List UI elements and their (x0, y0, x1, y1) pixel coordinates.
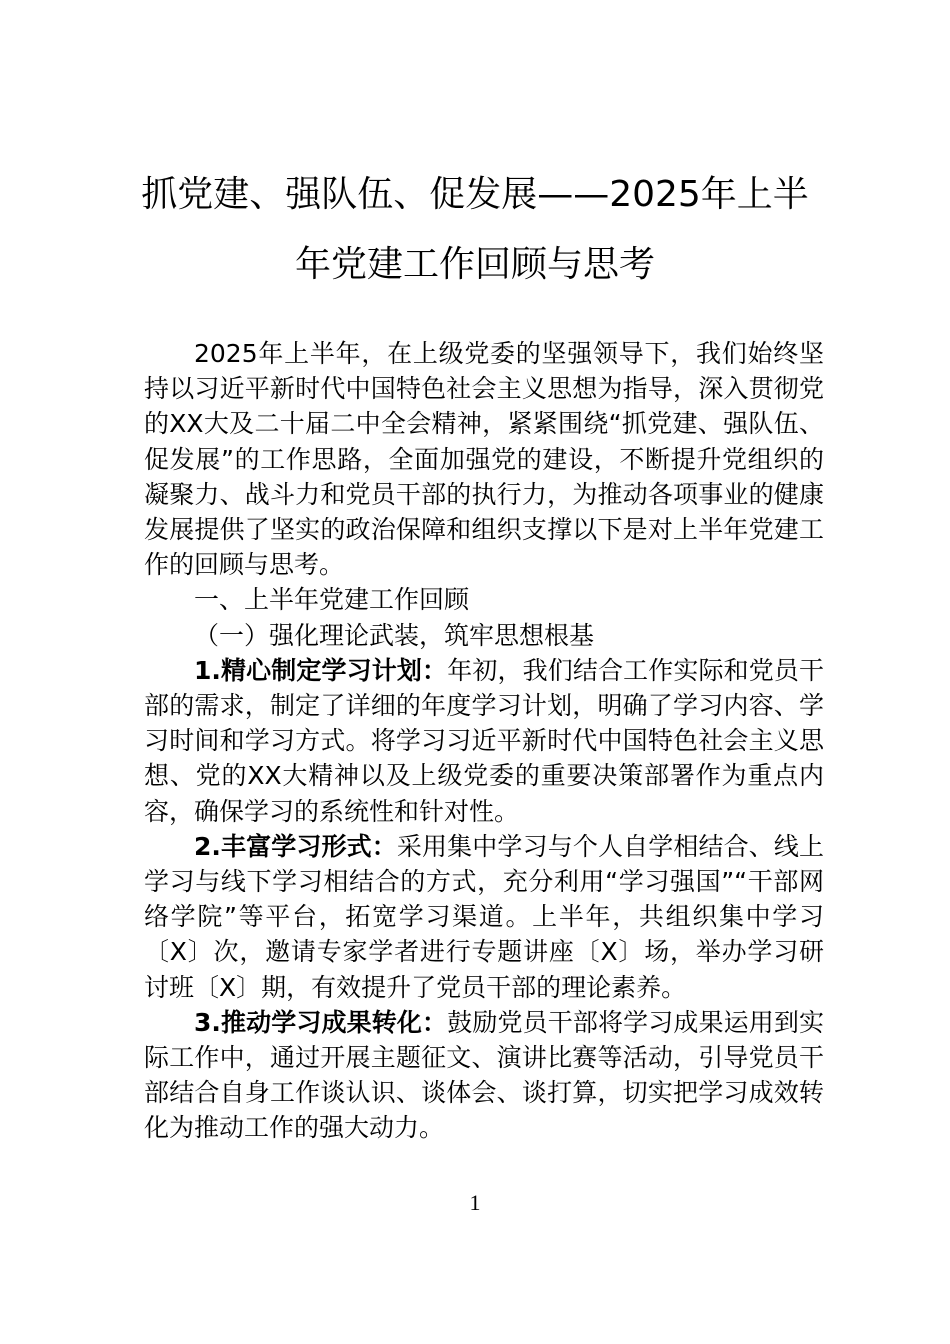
item-label: 2.丰富学习形式： (194, 831, 397, 861)
item-text: 年初，我们结合工作实际和党员干部的需求，制定了详细的年度学习计划，明确了学习内容、学习时间和学习方式。将学习习近平新时代中国特色社会主义思想、党的XX大精神以及上级党委的重要决策部署作为重点内容，确保学习的系统性和针对性。 (144, 655, 824, 826)
item-text: 鼓励党员干部将学习成果运用到实际工作中，通过开展主题征文、演讲比赛等活动，引导党员干部结合自身工作谈认识、谈体会、谈打算，切实把学习成效转化为推动工作的强大动力。 (144, 1007, 824, 1143)
intro-paragraph: 2025年上半年，在上级党委的坚强领导下，我们始终坚持以习近平新时代中国特色社会主义思想为指导，深入贯彻党的XX大及二十届二中全会精神，紧紧围绕“抓党建、强队伍、促发展”的工作思路，全面加强党的建设，不断提升党组织的凝聚力、战斗力和党员干部的执行力，为推动各项事业的健康发展提供了坚实的政治保障和组织支撑以下是对上半年党建工作的回顾与思考。 (144, 339, 824, 580)
list-item-3 (144, 1005, 824, 1146)
list-item-2 (144, 829, 824, 1005)
list-item-1 (144, 653, 824, 829)
document-body (144, 336, 824, 1146)
subsection-heading: （一）强化理论武装，筑牢思想根基 (194, 620, 595, 650)
item-text: 采用集中学习与个人自学相结合、线上学习与线下学习相结合的方式，充分利用“学习强国”“干部网络学院”等平台，拓宽学习渠道。上半年，共组织集中学习〔X〕次，邀请专家学者进行专题讲座〔X〕场，举办学习研讨班〔X〕期，有效提升了党员干部的理论素养。 (144, 831, 824, 1002)
section-heading: 一、上半年党建工作回顾 (194, 585, 470, 615)
item-label: 3.推动学习成果转化： (194, 1007, 448, 1037)
document-title-line-1: 抓党建、强队伍、促发展——2025年上半 (141, 174, 809, 215)
page-number: 1 (469, 1190, 481, 1215)
item-label: 1.精心制定学习计划： (194, 655, 448, 685)
document-title-line-2: 年党建工作回顾与思考 (294, 244, 655, 285)
